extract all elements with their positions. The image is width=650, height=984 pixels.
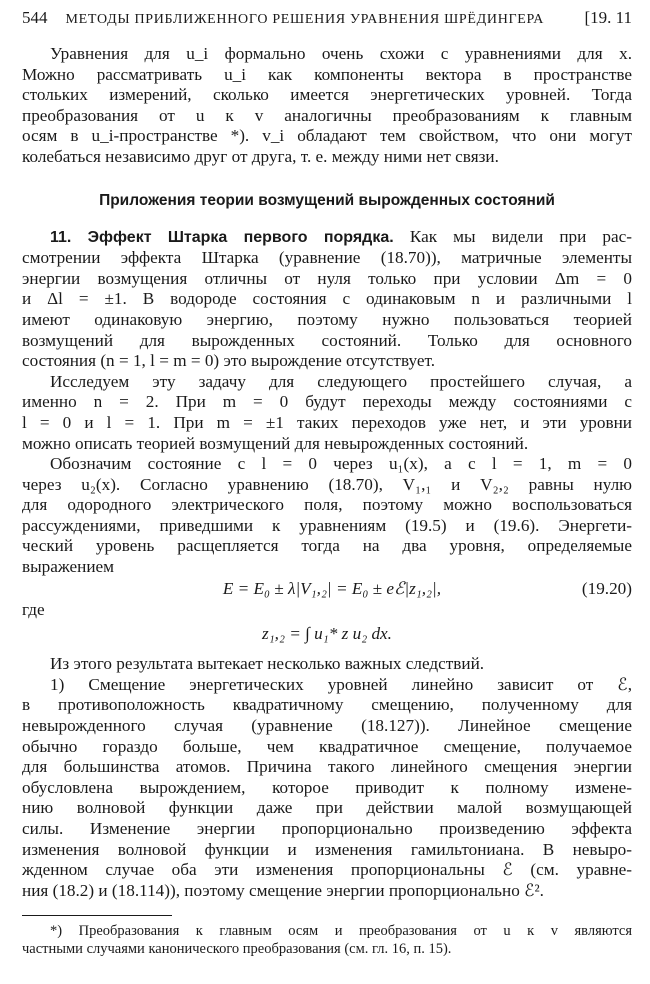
text-line: преобразования от u к v аналогичны преобразованиям к главным [22,105,632,125]
text-line: имеют одинаковую энергию, поэтому нужно пользоваться теорией [22,309,632,329]
paragraph-5 [22,654,632,675]
text-line: смотрении эффекта Штарка (уравнение (18.70)), матричные элементы [22,248,632,268]
text-line: для одородного электрического поля, поэтому можно воспользоваться [22,495,632,515]
text-line: 1) Смещение энергетических уровней линейно зависит от ℰ, [50,674,632,694]
page-header [22,8,632,28]
section-heading: Приложения теории возмущений вырожденных состояний [99,191,555,209]
text-line: ния (18.2) и (18.114)), поэтому смещение энергии пропорционально ℰ². [22,880,544,900]
paragraph-1 [22,44,632,168]
paragraph-6 [22,675,632,902]
equation-row [22,578,632,600]
page-number: 544 [22,8,48,27]
footnote-divider [22,915,172,916]
text-line: выражением [22,557,115,577]
text-line: именно n = 2. При m = 0 будут переходы между состояниями с [22,392,632,412]
equation-19-20: E = E₀ ± λ|V₁,₂| = E₀ ± eℰ|z₁,₂|, [222,578,442,598]
text-line: через u₂(x). Согласно уравнению (18.70), V₁,₁ и V₂,₂ равны нулю [22,474,632,494]
text-line: и Δl = ±1. В водороде состояния с одинаковым n и различными l [22,289,632,309]
footnote-line: частными случаями канонического преобразования (см. гл. 16, п. 15). [22,941,452,958]
text-line: изменения волновой функции и изменения гамильтониана. В невыро- [22,839,632,859]
subsection-title: 11. Эффект Штарка первого порядка. [50,228,394,246]
equation-number: (19.20) [581,578,632,598]
text-fragment: Как мы видели при рас- [409,226,633,246]
text-line: можно описать теорией возмущений для невырожденных состояний. [22,433,529,453]
text-line: Можно рассматривать u_i как компоненты вектора в пространстве [22,64,632,84]
text-line: Обозначим состояние с l = 0 через u₁(x), а с l = 1, m = 0 [50,454,632,474]
text-line: осям в u_i-пространстве *). v_i обладают тем свойством, что они могут [22,126,632,146]
text-line: обусловлена вырождением, которое приводит к полному измене- [22,777,632,797]
text-line: Исследуем эту задачу для следующего простейшего случая, а [50,371,632,391]
text-line: Из этого результата вытекает несколько важных следствий. [50,654,485,674]
text-line: нию волновой функции даже при действии малой возмущающей [22,798,632,818]
running-title: МЕТОДЫ ПРИБЛИЖЕННОГО РЕШЕНИЯ УРАВНЕНИЯ ШРЁДИНГЕРА [65,12,545,27]
text-line: возмущений для вырожденных состояний. Только для основного [22,330,632,350]
text-line: состояния (n = 1, l = m = 0) это вырождение отсутствует. [22,351,435,371]
paragraph-3 [22,372,632,454]
text-line: Уравнения для u_i формально очень схожи с уравнениями для x. [50,44,632,63]
text-line: жденном случае оба эти изменения пропорциональны ℰ (см. уравне- [22,860,632,880]
footnote [22,922,632,958]
paragraph-4 [22,454,632,578]
text-line: силы. Изменение энергии пропорционально произведению эффекта [22,819,632,838]
footnote-line: *) Преобразования к главным осям и преобразования от u к v являются [50,923,632,940]
text-line: рассуждениями, приведшими к уравнениям (19.5) и (19.6). Энергети- [22,515,632,535]
text-line: колебаться независимо друг от друга, т. е. между ними нет связи. [22,146,499,166]
text-line: невырожденного случая (уравнение (18.127)). Линейное смещение [22,716,632,736]
section-marker: [19. 11 [584,8,632,27]
text-line: l = 0 и l = 1. При m = ±1 таких переходов уже нет, и эти уровни [22,412,632,432]
text-line: стольких измерений, сколько имеется энергетических уровней. Тогда [22,85,632,105]
text-line [22,227,632,249]
equation-integral: z₁,₂ = ∫ u₁* z u₂ dx. [262,624,392,644]
text-line: для большинства атомов. Причина такого линейного смещения энергии [22,757,632,777]
text-line: обычно гораздо больше, чем квадратичное смещение, получаемое [22,736,632,756]
where-line [22,600,632,621]
text-line: энергии возмущения отличны от нуля только при условии Δm = 0 [22,268,632,288]
text-line: ческий уровень расщепляется тогда на два уровня, определяемые [22,536,632,556]
text-line: в противоположность квадратичному смещению, полученному для [22,695,632,715]
where-label: где [22,599,45,619]
paragraph-2 [22,227,632,372]
